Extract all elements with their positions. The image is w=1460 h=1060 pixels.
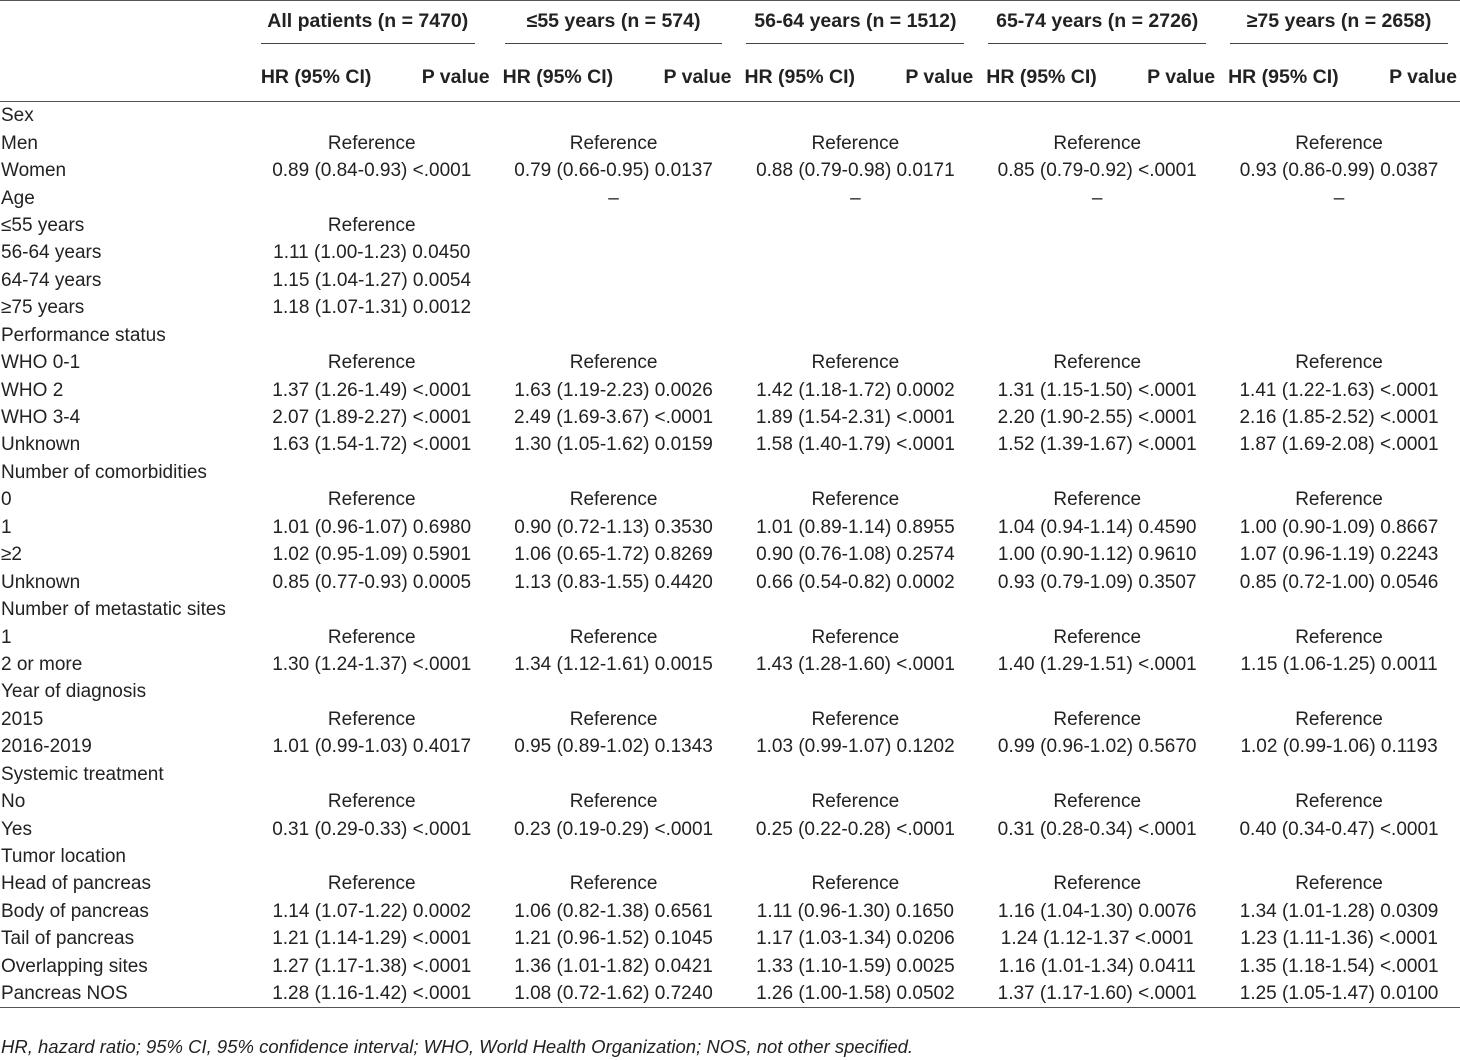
- value-cell: [493, 212, 735, 239]
- empty-cell: [1218, 322, 1460, 349]
- value-cell: 1.06 (0.82-1.38) 0.6561: [514, 900, 713, 922]
- empty-cell: [976, 843, 1218, 870]
- value-cell: 0.90 (0.72-1.13) 0.3530: [514, 516, 713, 538]
- hr-header: HR (95% CI): [1218, 53, 1389, 102]
- table-footnote: HR, hazard ratio; 95% CI, 95% confidence interval; WHO, World Health Organization; NOS, not other specified.: [1, 1036, 914, 1057]
- row-label: No: [1, 791, 26, 813]
- value-cell: [493, 267, 735, 294]
- section-header-row: [0, 322, 1460, 349]
- reference-cell: Reference: [327, 352, 416, 374]
- value-cell: 0.99 (0.96-1.02) 0.5670: [997, 736, 1197, 758]
- empty-cell: [251, 678, 493, 705]
- section-header-row: [0, 459, 1460, 486]
- p-value-header: P value: [1147, 53, 1218, 102]
- value-cell: 1.58 (1.40-1.79) <.0001: [755, 434, 955, 456]
- value-cell: [251, 184, 493, 211]
- reference-cell: Reference: [327, 626, 416, 648]
- section-label: Year of diagnosis: [1, 681, 147, 703]
- section-label: Tumor location: [1, 846, 126, 868]
- reference-cell: Reference: [1053, 873, 1142, 895]
- empty-cell: [976, 761, 1218, 788]
- section-label: Number of comorbidities: [1, 461, 207, 483]
- value-cell: 1.89 (1.54-2.31) <.0001: [755, 407, 955, 429]
- empty-cell: [251, 459, 493, 486]
- reference-cell: Reference: [1295, 489, 1383, 511]
- value-cell: 0.31 (0.29-0.33) <.0001: [272, 818, 472, 840]
- empty-cell: [251, 322, 493, 349]
- section-header-row: [0, 843, 1460, 870]
- empty-cell: [976, 678, 1218, 705]
- row-label: 1: [1, 516, 12, 538]
- empty-cell: [1218, 678, 1460, 705]
- table-row: [0, 486, 1460, 513]
- hr-header: HR (95% CI): [493, 53, 664, 102]
- reference-cell: Reference: [811, 873, 900, 895]
- table-row: [0, 212, 1460, 239]
- group-header-ge75: [1218, 1, 1460, 53]
- value-cell: [976, 267, 1218, 294]
- value-cell: 1.03 (0.99-1.07) 0.1202: [756, 736, 955, 758]
- row-label: Age: [1, 187, 35, 209]
- value-cell: 0.23 (0.19-0.29) <.0001: [514, 818, 714, 840]
- value-cell: 0.88 (0.79-0.98) 0.0171: [756, 160, 955, 182]
- row-label: 2015: [1, 708, 44, 730]
- value-cell: 0.40 (0.34-0.47) <.0001: [1239, 818, 1439, 840]
- table-row: [0, 925, 1460, 952]
- value-cell: 1.25 (1.05-1.47) 0.0100: [1218, 980, 1460, 1008]
- row-label: Yes: [1, 818, 32, 840]
- value-cell: [976, 239, 1218, 266]
- group-header-row: [0, 1, 1460, 53]
- value-cell: 1.00 (0.90-1.12) 0.9610: [997, 544, 1197, 566]
- value-cell: 1.31 (1.15-1.50) <.0001: [997, 379, 1197, 401]
- value-cell: 1.07 (0.96-1.19) 0.2243: [1239, 544, 1439, 566]
- value-cell: –: [608, 187, 619, 209]
- empty-cell: [734, 843, 976, 870]
- value-cell: 1.11 (1.00-1.23) 0.0450: [273, 242, 471, 264]
- row-label: ≥75 years: [1, 297, 85, 319]
- hr-header: HR (95% CI): [976, 53, 1147, 102]
- reference-cell: Reference: [327, 132, 416, 154]
- empty-cell: [1218, 596, 1460, 623]
- row-label: 0: [1, 489, 12, 511]
- row-label: Pancreas NOS: [0, 980, 251, 1008]
- row-label: ≤55 years: [1, 214, 85, 236]
- row-label: Tail of pancreas: [1, 928, 135, 950]
- empty-cell: [493, 596, 735, 623]
- reference-cell: Reference: [327, 708, 416, 730]
- empty-cell: [251, 102, 493, 130]
- value-cell: 1.16 (1.01-1.34) 0.0411: [998, 955, 1196, 977]
- reference-cell: Reference: [327, 873, 416, 895]
- table-row: [0, 623, 1460, 650]
- empty-cell: [1218, 843, 1460, 870]
- table-body: [0, 102, 1460, 1008]
- value-cell: 0.85 (0.77-0.93) 0.0005: [272, 571, 472, 593]
- section-header-row: [0, 678, 1460, 705]
- empty-cell: [1218, 102, 1460, 130]
- empty-cell: [976, 596, 1218, 623]
- value-cell: [976, 212, 1218, 239]
- value-cell: 1.16 (1.04-1.30) 0.0076: [997, 900, 1197, 922]
- group-header-label: ≤55 years (n = 574): [505, 10, 723, 44]
- group-header-label: ≥75 years (n = 2658): [1230, 10, 1448, 44]
- empty-cell: [493, 761, 735, 788]
- table-row: [0, 706, 1460, 733]
- empty-cell: [493, 678, 735, 705]
- value-cell: 1.08 (0.72-1.62) 0.7240: [493, 980, 735, 1008]
- table-row: [0, 376, 1460, 403]
- p-value-header: P value: [905, 53, 976, 102]
- empty-cell: [734, 102, 976, 130]
- table-row: [0, 294, 1460, 321]
- table-row: [0, 157, 1460, 184]
- empty-cell: [493, 459, 735, 486]
- empty-cell: [734, 459, 976, 486]
- value-cell: 1.28 (1.16-1.42) <.0001: [251, 980, 493, 1008]
- table-row: [0, 898, 1460, 925]
- table-row: [0, 788, 1460, 815]
- value-cell: [1218, 239, 1460, 266]
- empty-cell: [1218, 459, 1460, 486]
- value-cell: 0.93 (0.79-1.09) 0.3507: [997, 571, 1197, 593]
- value-cell: 1.17 (1.03-1.34) 0.0206: [756, 928, 955, 950]
- reference-cell: Reference: [1295, 791, 1383, 813]
- empty-cell: [976, 322, 1218, 349]
- empty-cell: [251, 843, 493, 870]
- reference-cell: Reference: [1053, 626, 1142, 648]
- row-label: 64-74 years: [1, 269, 102, 291]
- value-cell: 1.37 (1.17-1.60) <.0001: [976, 980, 1218, 1008]
- value-cell: 2.20 (1.90-2.55) <.0001: [997, 407, 1197, 429]
- row-label: WHO 2: [1, 379, 64, 401]
- table-row: [0, 980, 1460, 1008]
- value-cell: 1.01 (0.99-1.03) 0.4017: [272, 736, 472, 758]
- reference-cell: Reference: [1295, 873, 1383, 895]
- reference-cell: Reference: [1053, 132, 1142, 154]
- hr-header: HR (95% CI): [734, 53, 905, 102]
- value-cell: 1.36 (1.01-1.82) 0.0421: [514, 955, 713, 977]
- value-cell: 1.42 (1.18-1.72) 0.0002: [756, 379, 955, 401]
- value-cell: 1.18 (1.07-1.31) 0.0012: [272, 297, 472, 319]
- reference-cell: Reference: [1295, 352, 1383, 374]
- table-row: [0, 404, 1460, 431]
- p-value-header: P value: [421, 53, 492, 102]
- value-cell: 0.66 (0.54-0.82) 0.0002: [756, 571, 955, 593]
- group-header-label: 65-74 years (n = 2726): [988, 10, 1206, 44]
- reference-cell: Reference: [327, 791, 416, 813]
- p-value-header: P value: [1389, 53, 1460, 102]
- section-label: Sex: [1, 105, 34, 127]
- value-cell: –: [1333, 187, 1345, 209]
- row-label: Men: [1, 132, 38, 154]
- value-cell: [734, 294, 976, 321]
- value-cell: 1.06 (0.65-1.72) 0.8269: [514, 544, 713, 566]
- table-row: [0, 239, 1460, 266]
- group-header-65-74: [976, 1, 1218, 53]
- value-cell: 1.87 (1.69-2.08) <.0001: [1239, 434, 1439, 456]
- value-cell: –: [850, 187, 861, 209]
- value-cell: 1.63 (1.54-1.72) <.0001: [272, 434, 472, 456]
- row-label: WHO 0-1: [1, 352, 81, 374]
- value-cell: 1.34 (1.12-1.61) 0.0015: [514, 653, 713, 675]
- value-cell: 1.30 (1.05-1.62) 0.0159: [514, 434, 713, 456]
- reference-cell: Reference: [1295, 132, 1383, 154]
- table-row: [0, 870, 1460, 897]
- value-cell: [734, 212, 976, 239]
- reference-cell: Reference: [811, 489, 900, 511]
- value-cell: 2.49 (1.69-3.67) <.0001: [514, 407, 714, 429]
- value-cell: 1.26 (1.00-1.58) 0.0502: [734, 980, 976, 1008]
- table-row: [0, 349, 1460, 376]
- reference-cell: Reference: [1053, 791, 1142, 813]
- value-cell: 0.90 (0.76-1.08) 0.2574: [756, 544, 955, 566]
- value-cell: 1.11 (0.96-1.30) 0.1650: [756, 900, 954, 922]
- table-row: [0, 129, 1460, 156]
- value-cell: 1.15 (1.04-1.27) 0.0054: [272, 269, 472, 291]
- subheader-row: [0, 53, 1460, 102]
- reference-cell: Reference: [811, 626, 900, 648]
- row-label: WHO 3-4: [1, 407, 81, 429]
- row-label: Body of pancreas: [1, 900, 149, 922]
- section-label: Number of metastatic sites: [1, 599, 226, 621]
- reference-cell: Reference: [327, 214, 416, 236]
- stub-subheader: [0, 53, 251, 102]
- table-row: [0, 514, 1460, 541]
- reference-cell: Reference: [569, 489, 658, 511]
- table-row: [0, 568, 1460, 595]
- group-header-le55: [493, 1, 735, 53]
- empty-cell: [493, 843, 735, 870]
- value-cell: 1.37 (1.26-1.49) <.0001: [272, 379, 472, 401]
- value-cell: 1.15 (1.06-1.25) 0.0011: [1240, 653, 1438, 675]
- value-cell: 1.52 (1.39-1.67) <.0001: [997, 434, 1197, 456]
- value-cell: 1.21 (0.96-1.52) 0.1045: [514, 928, 713, 950]
- value-cell: 0.85 (0.72-1.00) 0.0546: [1239, 571, 1439, 593]
- reference-cell: Reference: [569, 791, 658, 813]
- value-cell: [734, 239, 976, 266]
- reference-cell: Reference: [569, 626, 658, 648]
- stub-header: [0, 1, 251, 53]
- row-label: 1: [1, 626, 12, 648]
- empty-cell: [734, 678, 976, 705]
- empty-cell: [493, 102, 735, 130]
- reference-cell: Reference: [1053, 708, 1142, 730]
- row-label: 56-64 years: [1, 242, 102, 264]
- value-cell: 1.21 (1.14-1.29) <.0001: [272, 928, 472, 950]
- row-label: Overlapping sites: [1, 955, 148, 977]
- group-header-label: 56-64 years (n = 1512): [746, 10, 964, 44]
- value-cell: [493, 239, 735, 266]
- empty-cell: [251, 596, 493, 623]
- value-cell: 1.02 (0.99-1.06) 0.1193: [1240, 736, 1438, 758]
- reference-cell: Reference: [811, 791, 900, 813]
- empty-cell: [493, 322, 735, 349]
- value-cell: 1.30 (1.24-1.37) <.0001: [272, 653, 472, 675]
- empty-cell: [734, 596, 976, 623]
- value-cell: 1.33 (1.10-1.59) 0.0025: [756, 955, 955, 977]
- table-row: [0, 431, 1460, 458]
- empty-cell: [976, 459, 1218, 486]
- value-cell: –: [1091, 187, 1103, 209]
- value-cell: 1.40 (1.29-1.51) <.0001: [997, 653, 1197, 675]
- table-row: [0, 651, 1460, 678]
- row-label: 2016-2019: [1, 736, 92, 758]
- value-cell: 1.34 (1.01-1.28) 0.0309: [1239, 900, 1439, 922]
- table-row: [0, 184, 1460, 211]
- section-label: Systemic treatment: [1, 763, 164, 785]
- reference-cell: Reference: [569, 708, 658, 730]
- group-header-all: [251, 1, 493, 53]
- value-cell: 0.95 (0.89-1.02) 0.1343: [514, 736, 713, 758]
- reference-cell: Reference: [569, 873, 658, 895]
- value-cell: 0.25 (0.22-0.28) <.0001: [755, 818, 955, 840]
- table-row: [0, 267, 1460, 294]
- reference-cell: Reference: [1295, 626, 1383, 648]
- reference-cell: Reference: [569, 132, 658, 154]
- value-cell: 1.27 (1.17-1.38) <.0001: [272, 955, 472, 977]
- empty-cell: [734, 322, 976, 349]
- value-cell: 1.04 (0.94-1.14) 0.4590: [997, 516, 1197, 538]
- row-label: 2 or more: [1, 653, 83, 675]
- reference-cell: Reference: [811, 708, 900, 730]
- table-row: [0, 953, 1460, 980]
- value-cell: 1.13 (0.83-1.55) 0.4420: [514, 571, 713, 593]
- value-cell: 0.31 (0.28-0.34) <.0001: [997, 818, 1197, 840]
- value-cell: 1.14 (1.07-1.22) 0.0002: [272, 900, 472, 922]
- value-cell: 2.07 (1.89-2.27) <.0001: [272, 407, 472, 429]
- p-value-header: P value: [663, 53, 734, 102]
- group-header-label: All patients (n = 7470): [261, 10, 475, 44]
- value-cell: [734, 267, 976, 294]
- value-cell: 1.43 (1.28-1.60) <.0001: [755, 653, 955, 675]
- hr-header: HR (95% CI): [251, 53, 422, 102]
- value-cell: 1.23 (1.11-1.36) <.0001: [1240, 928, 1438, 950]
- value-cell: 0.79 (0.66-0.95) 0.0137: [514, 160, 713, 182]
- value-cell: 1.63 (1.19-2.23) 0.0026: [514, 379, 713, 401]
- reference-cell: Reference: [811, 132, 900, 154]
- table-row: [0, 541, 1460, 568]
- section-label: Performance status: [1, 324, 166, 346]
- value-cell: 2.16 (1.85-2.52) <.0001: [1239, 407, 1439, 429]
- value-cell: [1218, 267, 1460, 294]
- table-row: [0, 733, 1460, 760]
- empty-cell: [251, 761, 493, 788]
- empty-cell: [1218, 761, 1460, 788]
- row-label: Women: [1, 160, 67, 182]
- value-cell: [976, 294, 1218, 321]
- section-header-row: [0, 596, 1460, 623]
- row-label: Unknown: [1, 434, 81, 456]
- row-label: ≥2: [1, 544, 22, 566]
- empty-cell: [976, 102, 1218, 130]
- section-header-row: [0, 761, 1460, 788]
- empty-cell: [734, 761, 976, 788]
- value-cell: [1218, 212, 1460, 239]
- reference-cell: Reference: [811, 352, 900, 374]
- value-cell: 0.85 (0.79-0.92) <.0001: [997, 160, 1197, 182]
- table-row: [0, 815, 1460, 842]
- value-cell: 1.41 (1.22-1.63) <.0001: [1239, 379, 1439, 401]
- reference-cell: Reference: [1053, 352, 1142, 374]
- value-cell: 1.00 (0.90-1.09) 0.8667: [1239, 516, 1439, 538]
- value-cell: 1.02 (0.95-1.09) 0.5901: [272, 544, 472, 566]
- value-cell: 1.01 (0.89-1.14) 0.8955: [756, 516, 955, 538]
- row-label: Head of pancreas: [1, 873, 151, 895]
- value-cell: 1.24 (1.12-1.37 <.0001: [1000, 928, 1194, 950]
- value-cell: [493, 294, 735, 321]
- section-header-row: [0, 102, 1460, 130]
- reference-cell: Reference: [327, 489, 416, 511]
- reference-cell: Reference: [1295, 708, 1383, 730]
- value-cell: [1218, 294, 1460, 321]
- row-label: Unknown: [1, 571, 81, 593]
- group-header-56-64: [734, 1, 976, 53]
- value-cell: 1.01 (0.96-1.07) 0.6980: [272, 516, 472, 538]
- value-cell: 1.35 (1.18-1.54) <.0001: [1239, 955, 1439, 977]
- reference-cell: Reference: [1053, 489, 1142, 511]
- reference-cell: Reference: [569, 352, 658, 374]
- value-cell: 0.89 (0.84-0.93) <.0001: [272, 160, 472, 182]
- value-cell: 0.93 (0.86-0.99) 0.0387: [1239, 160, 1439, 182]
